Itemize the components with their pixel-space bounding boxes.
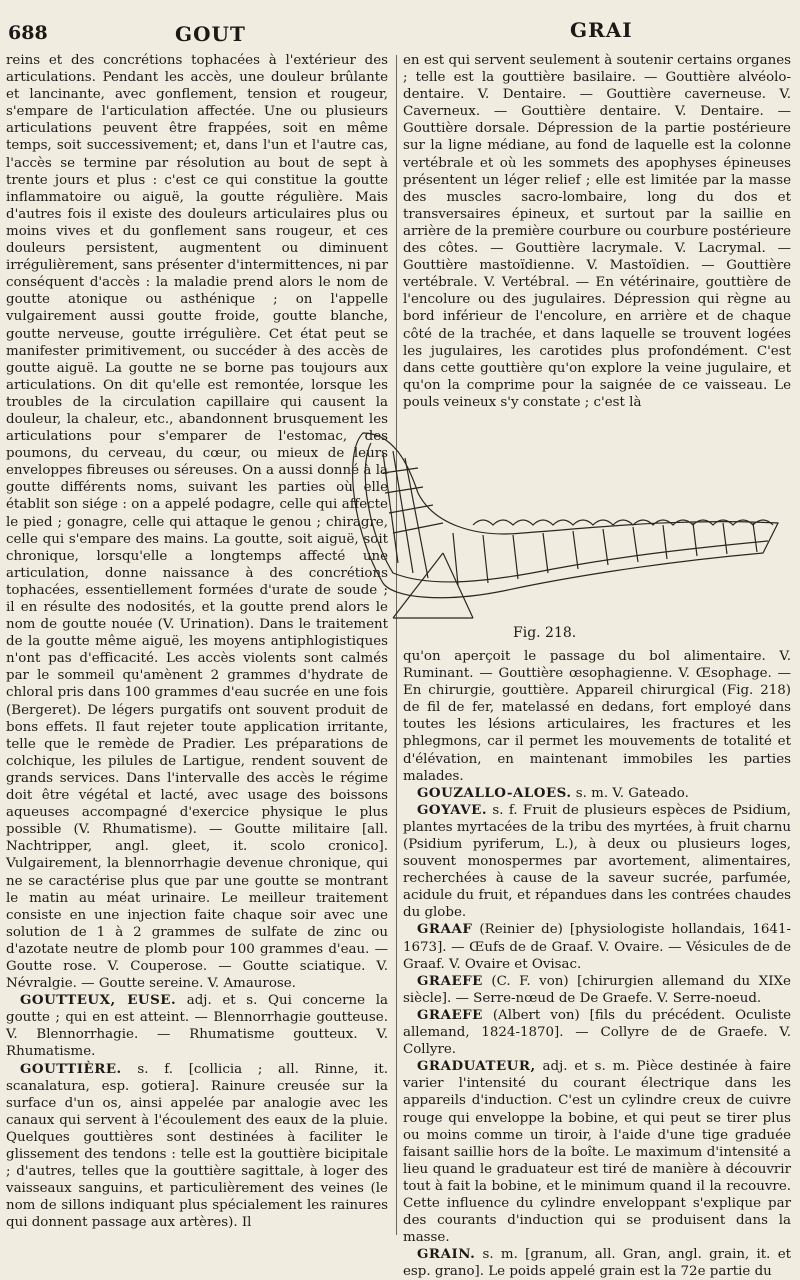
entry-body: s. f. [collicia ; all. Rinne, it. scanalatura, esp. gotiera]. Rainure creusée sur la surface d'un os, ainsi appelée par analogie avec les canaux qui servent à l'écoulement des eaux de la pluie. Quelques gouttières sont destinées à faciliter le glissement des tendons : telle est la gouttière bicipitale ; d'autres, telles que la gouttière sagittale, à loger des vaisseaux sanguins, et particulièrement des veines (le nom de sillons indiquant plus spécialement les rainures qui donnent passage aux artères). Il — [6, 1061, 388, 1231]
entry-gouttiere — [6, 1061, 388, 1232]
page-header — [0, 0, 800, 52]
entry-graefe-cf — [403, 973, 791, 1007]
headword: GRAEFE — [417, 972, 483, 989]
entry-graduateur — [403, 1058, 791, 1246]
entry-graefe-albert — [403, 1007, 791, 1058]
entry-gouttiere-continued: en est qui servent seulement à soutenir certains organes ; telle est la gouttière basilaire. — Gouttière alvéolo-dentaire. V. Dentaire. — Gouttière caverneuse. V. Caverneux. — Gouttière dentaire. V. Dentaire. — Gouttière dorsale. Dépression de la partie postérieure sur la ligne médiane, au fond de laquelle est la colonne vertébrale et où les sommets des apophyses épineuses présentent un léger relief ; elle est limitée par la masse des muscles sacro-lombaire, long du dos et transversaires épineux, et surtout par la saillie en arrière de la première courbure ou courbure postérieure des côtes. — Gouttière lacrymale. V. Lacrymal. — Gouttière mastoïdienne. V. Mastoïdien. — Gouttière vertébrale. V. Vertébral. — En vétérinaire, gouttière de l'encolure ou des jugulaires. Dépression qui règne au bord inférieur de l'encolure, en arrière et de chaque côté de la trachée, et dans laquelle se trouvent logées les jugulaires, les carotides plus profondément. C'est dans cette gouttière qu'on explore la veine jugulaire, et qu'on la comprime pour la saignée de ce vaisseau. Le pouls veineux s'y constate ; c'est là — [403, 53, 791, 410]
headword: GRAAF — [417, 921, 473, 938]
entry-gouttiere-chirurgie: qu'on aperçoit le passage du bol alimentaire. V. Ruminant. — Gouttière œsophagienne. V. Œsophage. — En chirurgie, gouttière. Appareil chirurgical (Fig. 218) de fil de fer, matelassé en dedans, fort employé dans toutes les lésions articulaires, les fractures et les phlegmons, car il permet les mouvements de totalité et d'élévation, en maintenant immobiles les parties malades. — [403, 648, 791, 784]
entry-body: adj. et s. m. Pièce destinée à faire varier l'intensité du courant électrique dans les appareils d'induction. C'est un cylindre creux de cuivre rouge qui enveloppe la bobine, et qui peut se tirer plus ou moins comme un tiroir, à l'aide d'une tige graduée faisant saillie hors de la boîte. Le maximum d'intensité a lieu quand le graduateur est tiré de manière à découvrir tout à fait la bobine, et le minimum quand il la recouvre. Cette influence du cylindre enveloppant s'explique par des courants d'induction qui se produisent dans la masse. — [403, 1059, 791, 1246]
headword: GOUTTEUX, EUSE. — [20, 992, 177, 1009]
entry-body: (C. F. von) [chirurgien allemand du XIXe siècle]. — Serre-nœud de De Graefe. V. Serre-noeud. — [403, 973, 791, 1006]
left-column — [6, 52, 388, 1242]
splint-illustration — [323, 413, 793, 625]
headword: GRAEFE — [417, 1006, 483, 1023]
entry-gouzallo — [403, 785, 791, 802]
entry-goutteux — [6, 992, 388, 1060]
running-head-left: GOUT — [175, 22, 246, 46]
entry-body: s. m. V. Gateado. — [571, 785, 689, 801]
headword: GRAIN. — [417, 1246, 476, 1263]
entry-graaf — [403, 921, 791, 972]
headword: GOUZALLO-ALOES. — [417, 784, 572, 801]
entry-body: s. f. Fruit de plusieurs espèces de Psidium, plantes myrtacées de la tribu des myrtées, à fruit charnu (Psidium pyriferum, L.), à deux ou plusieurs loges, souvent monospermes par avortement, alimentaires, recherchées à cause de la saveur sucrée, parfumée, acidule du fruit, et répandues dans les contrées chaudes du globe. — [403, 802, 791, 921]
entry-body: (Albert von) [fils du précédent. Oculiste allemand, 1824-1870]. — Collyre de de Graefe. V. Collyre. — [403, 1007, 791, 1058]
running-head-right: GRAI — [570, 18, 633, 42]
right-column — [403, 52, 791, 1280]
page-number: 688 — [8, 22, 48, 44]
entry-body: s. m. [granum, all. Gran, angl. grain, it. et esp. grano]. Le poids appelé grain est la 72e partie du — [403, 1247, 791, 1280]
headword: GOYAVE. — [417, 801, 487, 818]
entry-goutte-continued: reins et des concrétions tophacées à l'extérieur des articulations. Pendant les accès, une douleur brûlante et lancinante, avec gonflement, tension et rougeur, s'empare de l'articulation affectée. Une ou plusieurs articulations peuvent être frappées, soit en même temps, soit successivement; et, dans l'un et l'autre cas, l'accès se termine par résolution au bout de sept à trente jours et plus : c'est ce qui constitue la goutte inflammatoire ou aiguë, la goutte régulière. Mais d'autres fois il existe des douleurs articulaires plus ou moins vives et du gonflement sans rougeur, et ces douleurs persistent, augmentent ou diminuent irrégulièrement, sans présenter d'intermittences, ni par conséquent d'accès : la maladie prend alors le nom de goutte atonique ou asthénique ; on l'appelle vulgairement aussi goutte froide, goutte blanche, goutte nerveuse, goutte irrégulière. Cet état peut se manifester primitivement, ou succéder à des accès de goutte aiguë. La goutte ne se borne pas toujours aux articulations. On dit qu'elle est remontée, lorsque les troubles de la circulation capillaire qui causent la douleur, la chaleur, etc., abandonnent brusquement les articulations pour s'emparer de l'estomac, des poumons, du cerveau, du cœur, ou mieux de leurs enveloppes fibreuses ou séreuses. On a aussi donné à la goutte différents noms, suivant les parties où elle établit son siége : on a appelé podagre, celle qui affecte le pied ; gonagre, celle qui attaque le genou ; chiragre, celle qui s'empare des mains. La goutte, soit aiguë, soit chronique, lorsqu'elle a longtemps affecté une articulation, donne naissance à des concrétions tophacées, essentiellement formées d'urate de soude ; il en résulte des nodosités, et la goutte prend alors le nom de goutte nouée (V. Urination). Dans le traitement de la goutte même aiguë, les moyens antiphlogistiques n'ont pas d'efficacité. Les accès violents sont calmés par le sommeil qu'amènent 2 grammes d'hydrate de chloral pris dans 100 grammes d'eau sucrée en une fois (Bergeret). De légers purgatifs ont souvent produit de bons effets. Il faut rejeter toute application irritante, telle que le remède de Pradier. Les préparations de colchique, les pilules de Lartigue, rendent souvent de grands services. Dans l'intervalle des accès le régime doit être végétal et lacté, avec usage des boissons aqueuses accompagné d'exercice physique le plus possible (V. Rhumatisme). — Goutte militaire [all. Nachtripper, angl. gleet, it. scolo cronico]. Vulgairement, la blennorrhagie devenue chronique, qui ne se caractérise plus que par une goutte se montrant le matin au méat urinaire. Le meilleur traitement consiste en une injection faite chaque soir avec une solution de 1 à 2 grammes de sulfate de zinc ou d'azotate neutre de plomb pour 100 grammes d'eau. — Goutte rose. V. Couperose. — Goutte sciatique. V. Névralgie. — Goutte sereine. V. Amaurose. — [6, 53, 388, 992]
column-divider — [396, 55, 397, 1235]
entry-grain — [403, 1246, 791, 1280]
entry-body: (Reinier de) [physiologiste hollandais, 1641-1673]. — Œufs de de Graaf. V. Ovaire. — Vésicules de de Graaf. V. Ovaire et Ovisac. — [403, 922, 791, 972]
headword: GRADUATEUR, — [417, 1058, 536, 1075]
entry-goyave — [403, 802, 791, 922]
entry-body: adj. et s. Qui concerne la goutte ; qui en est atteint. — Blennorrhagie goutteuse. V. Blennorrhagie. — Rhumatisme goutteux. V. Rhumatisme. — [6, 993, 388, 1060]
figure-218 — [403, 413, 791, 648]
headword: GOUTTIÈRE. — [20, 1060, 122, 1077]
figure-caption: Fig. 218. — [513, 624, 577, 641]
